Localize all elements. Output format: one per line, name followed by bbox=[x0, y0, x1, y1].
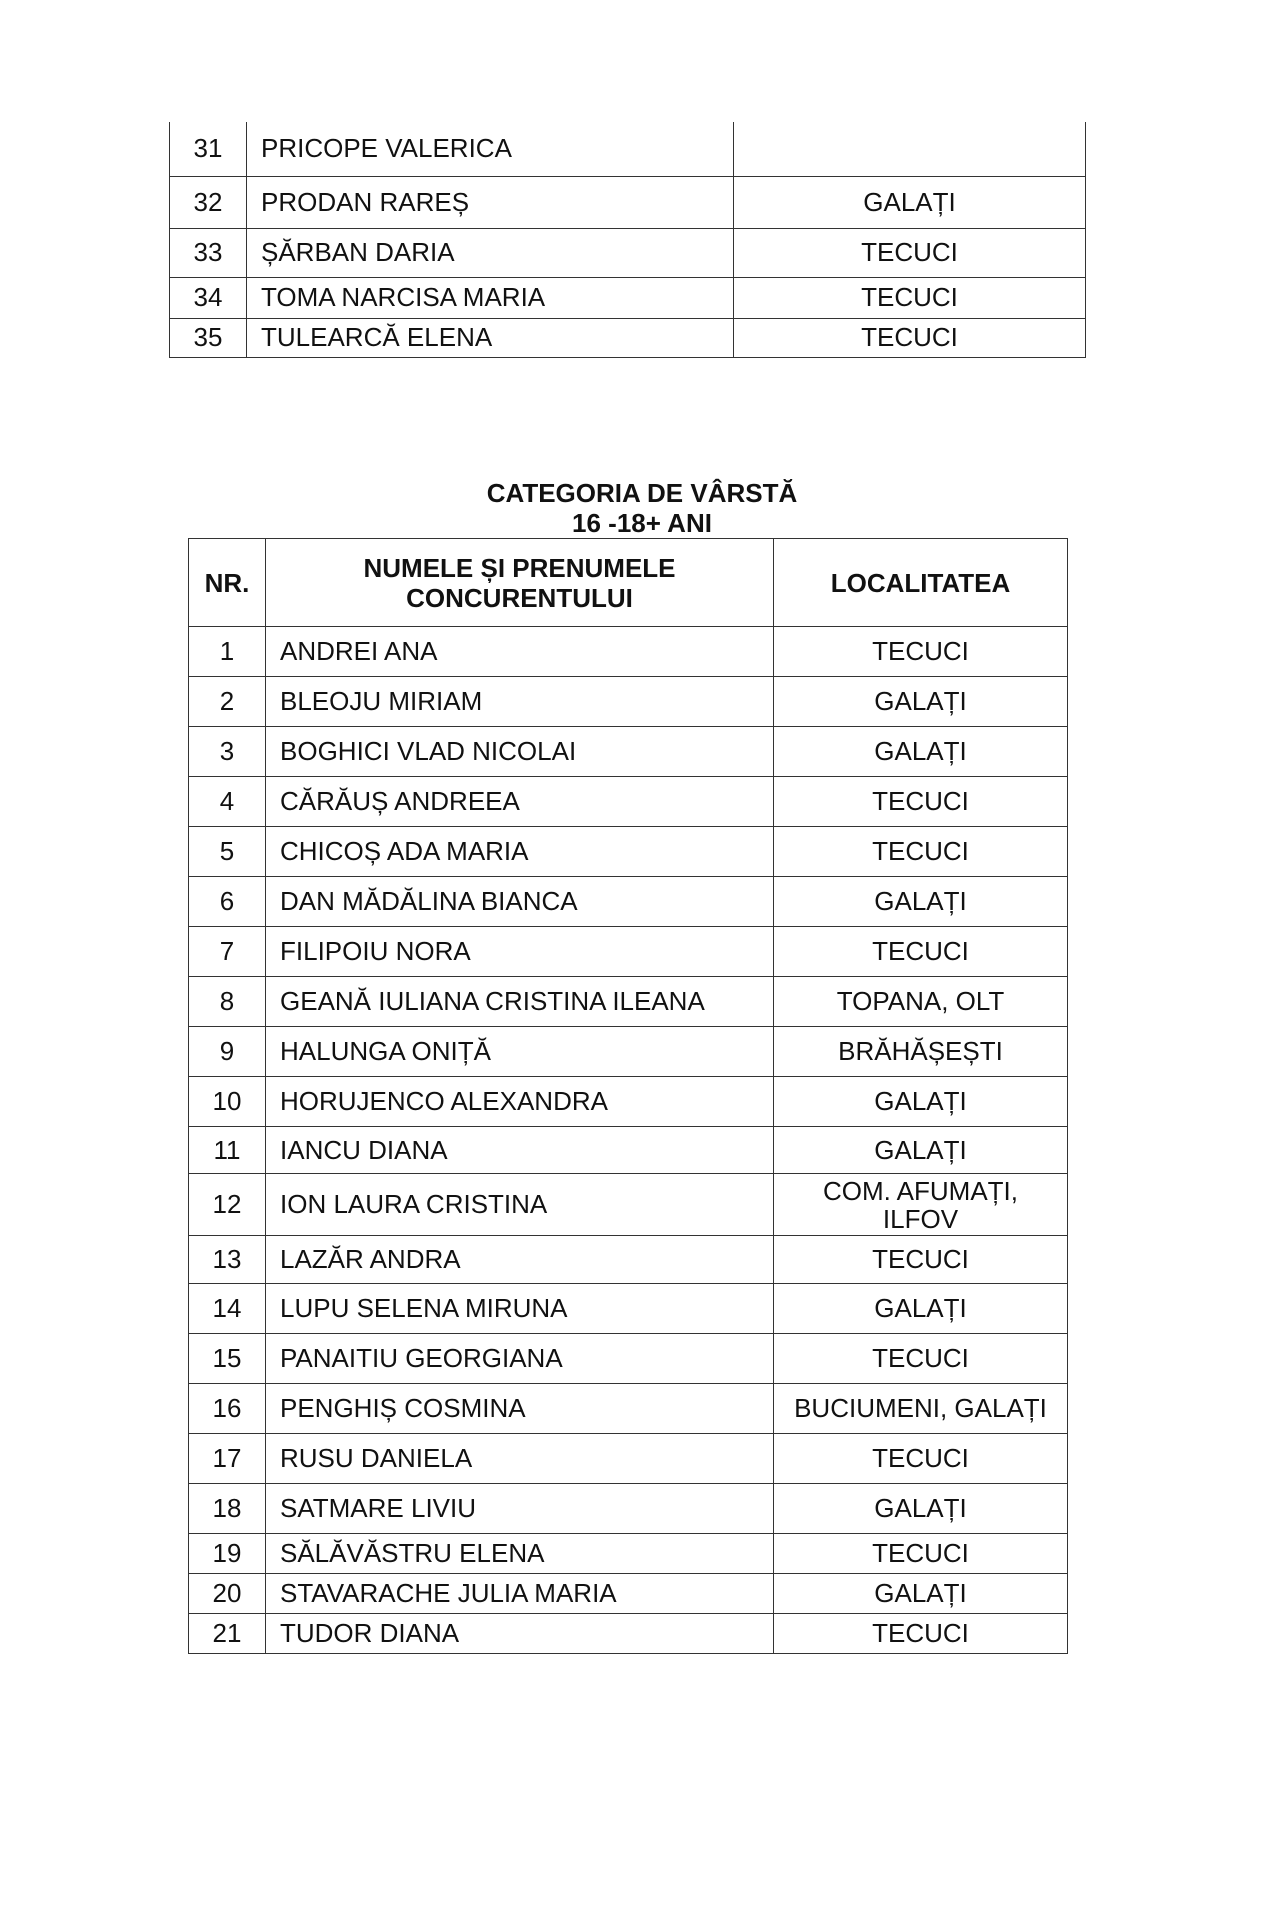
cell-locality: BRĂHĂȘEȘTI bbox=[774, 1027, 1068, 1077]
cell-locality: TOPANA, OLT bbox=[774, 977, 1068, 1027]
cell-nr: 33 bbox=[170, 228, 247, 277]
cell-locality: GALAȚI bbox=[774, 1284, 1068, 1334]
cell-locality: BUCIUMENI, GALAȚI bbox=[774, 1384, 1068, 1434]
cell-name: BOGHICI VLAD NICOLAI bbox=[266, 727, 774, 777]
cell-locality-line2: ILFOV bbox=[882, 1203, 959, 1234]
cell-locality bbox=[774, 1174, 1068, 1236]
cell-nr: 35 bbox=[170, 318, 247, 357]
cell-locality-line1: COM. AFUMAȚI, bbox=[823, 1175, 1018, 1206]
cell-name: TULEARCĂ ELENA bbox=[247, 318, 734, 357]
cell-locality: TECUCI bbox=[774, 927, 1068, 977]
cell-nr: 5 bbox=[189, 827, 266, 877]
header-name-line1: NUMELE ȘI PRENUMELE bbox=[363, 552, 676, 583]
table-row bbox=[189, 1077, 1068, 1127]
cell-nr: 21 bbox=[189, 1614, 266, 1654]
cell-name: ȘĂRBAN DARIA bbox=[247, 228, 734, 277]
cell-locality bbox=[734, 122, 1086, 176]
cell-locality: GALAȚI bbox=[774, 677, 1068, 727]
cell-nr: 3 bbox=[189, 727, 266, 777]
table-row bbox=[170, 318, 1086, 357]
cell-nr: 18 bbox=[189, 1484, 266, 1534]
cell-nr: 1 bbox=[189, 627, 266, 677]
cell-nr: 31 bbox=[170, 122, 247, 176]
cell-name: HALUNGA ONIȚĂ bbox=[266, 1027, 774, 1077]
cell-nr: 32 bbox=[170, 176, 247, 228]
cell-nr: 9 bbox=[189, 1027, 266, 1077]
category-age-range: 16 -18+ ANI bbox=[572, 508, 712, 538]
cell-locality: GALAȚI bbox=[774, 877, 1068, 927]
table-row bbox=[189, 1534, 1068, 1574]
table-row bbox=[170, 176, 1086, 228]
table-row bbox=[189, 1384, 1068, 1434]
cell-locality: GALAȚI bbox=[734, 176, 1086, 228]
table-row bbox=[189, 1574, 1068, 1614]
cell-nr: 34 bbox=[170, 277, 247, 318]
cell-name: BLEOJU MIRIAM bbox=[266, 677, 774, 727]
cell-nr: 12 bbox=[189, 1174, 266, 1236]
table-row bbox=[189, 1027, 1068, 1077]
table-row bbox=[189, 1236, 1068, 1284]
table-row bbox=[189, 1284, 1068, 1334]
header-name bbox=[266, 539, 774, 627]
cell-nr: 14 bbox=[189, 1284, 266, 1334]
cell-locality: TECUCI bbox=[774, 1236, 1068, 1284]
cell-name: RUSU DANIELA bbox=[266, 1434, 774, 1484]
cell-locality: GALAȚI bbox=[774, 1484, 1068, 1534]
cell-locality: GALAȚI bbox=[774, 727, 1068, 777]
cell-name: HORUJENCO ALEXANDRA bbox=[266, 1077, 774, 1127]
cell-nr: 10 bbox=[189, 1077, 266, 1127]
table-row bbox=[189, 627, 1068, 677]
category-title: CATEGORIA DE VÂRSTĂ bbox=[486, 478, 798, 508]
cell-name: CĂRĂUȘ ANDREEA bbox=[266, 777, 774, 827]
table-row bbox=[189, 977, 1068, 1027]
cell-nr: 7 bbox=[189, 927, 266, 977]
cell-name: FILIPOIU NORA bbox=[266, 927, 774, 977]
cell-name: SĂLĂVĂSTRU ELENA bbox=[266, 1534, 774, 1574]
table-row bbox=[189, 677, 1068, 727]
contestants-table-16-18 bbox=[188, 538, 1068, 1654]
cell-name: TUDOR DIANA bbox=[266, 1614, 774, 1654]
cell-nr: 8 bbox=[189, 977, 266, 1027]
cell-locality: TECUCI bbox=[774, 1534, 1068, 1574]
table-row bbox=[189, 877, 1068, 927]
cell-locality: GALAȚI bbox=[774, 1574, 1068, 1614]
cell-nr: 16 bbox=[189, 1384, 266, 1434]
cell-nr: 17 bbox=[189, 1434, 266, 1484]
cell-locality: TECUCI bbox=[774, 627, 1068, 677]
cell-locality: TECUCI bbox=[774, 1434, 1068, 1484]
cell-name: LUPU SELENA MIRUNA bbox=[266, 1284, 774, 1334]
table-row bbox=[189, 1434, 1068, 1484]
cell-name: PANAITIU GEORGIANA bbox=[266, 1334, 774, 1384]
cell-name: STAVARACHE JULIA MARIA bbox=[266, 1574, 774, 1614]
cell-nr: 13 bbox=[189, 1236, 266, 1284]
cell-locality: TECUCI bbox=[774, 777, 1068, 827]
cell-name: PENGHIȘ COSMINA bbox=[266, 1384, 774, 1434]
cell-nr: 20 bbox=[189, 1574, 266, 1614]
cell-name: CHICOȘ ADA MARIA bbox=[266, 827, 774, 877]
cell-locality: TECUCI bbox=[734, 277, 1086, 318]
cell-name: SATMARE LIVIU bbox=[266, 1484, 774, 1534]
cell-name: ANDREI ANA bbox=[266, 627, 774, 677]
table-row bbox=[189, 1127, 1068, 1174]
cell-name: PRODAN RAREȘ bbox=[247, 176, 734, 228]
cell-locality: GALAȚI bbox=[774, 1077, 1068, 1127]
cell-name: LAZĂR ANDRA bbox=[266, 1236, 774, 1284]
cell-nr: 15 bbox=[189, 1334, 266, 1384]
cell-name: TOMA NARCISA MARIA bbox=[247, 277, 734, 318]
table-row bbox=[189, 727, 1068, 777]
cell-locality: TECUCI bbox=[774, 1334, 1068, 1384]
table-row bbox=[189, 827, 1068, 877]
table-row bbox=[189, 1334, 1068, 1384]
cell-locality: TECUCI bbox=[734, 228, 1086, 277]
table-row bbox=[170, 277, 1086, 318]
cell-locality: TECUCI bbox=[774, 1614, 1068, 1654]
table-row bbox=[189, 777, 1068, 827]
table-row bbox=[170, 122, 1086, 176]
table-row bbox=[189, 1614, 1068, 1654]
cell-nr: 11 bbox=[189, 1127, 266, 1174]
cell-nr: 6 bbox=[189, 877, 266, 927]
cell-nr: 19 bbox=[189, 1534, 266, 1574]
cell-name: ION LAURA CRISTINA bbox=[266, 1174, 774, 1236]
header-row bbox=[189, 539, 1068, 627]
table-row bbox=[189, 927, 1068, 977]
cell-nr: 4 bbox=[189, 777, 266, 827]
contestants-table-continued bbox=[169, 122, 1086, 358]
header-locality: LOCALITATEA bbox=[774, 539, 1068, 627]
table-row bbox=[189, 1484, 1068, 1534]
header-name-line2: CONCURENTULUI bbox=[406, 582, 633, 613]
cell-name: GEANĂ IULIANA CRISTINA ILEANA bbox=[266, 977, 774, 1027]
table-row bbox=[170, 228, 1086, 277]
cell-name: DAN MĂDĂLINA BIANCA bbox=[266, 877, 774, 927]
cell-name: IANCU DIANA bbox=[266, 1127, 774, 1174]
cell-name: PRICOPE VALERICA bbox=[247, 122, 734, 176]
table-row bbox=[189, 1174, 1068, 1236]
header-nr: NR. bbox=[189, 539, 266, 627]
cell-nr: 2 bbox=[189, 677, 266, 727]
cell-locality: GALAȚI bbox=[774, 1127, 1068, 1174]
cell-locality: TECUCI bbox=[734, 318, 1086, 357]
cell-locality: TECUCI bbox=[774, 827, 1068, 877]
